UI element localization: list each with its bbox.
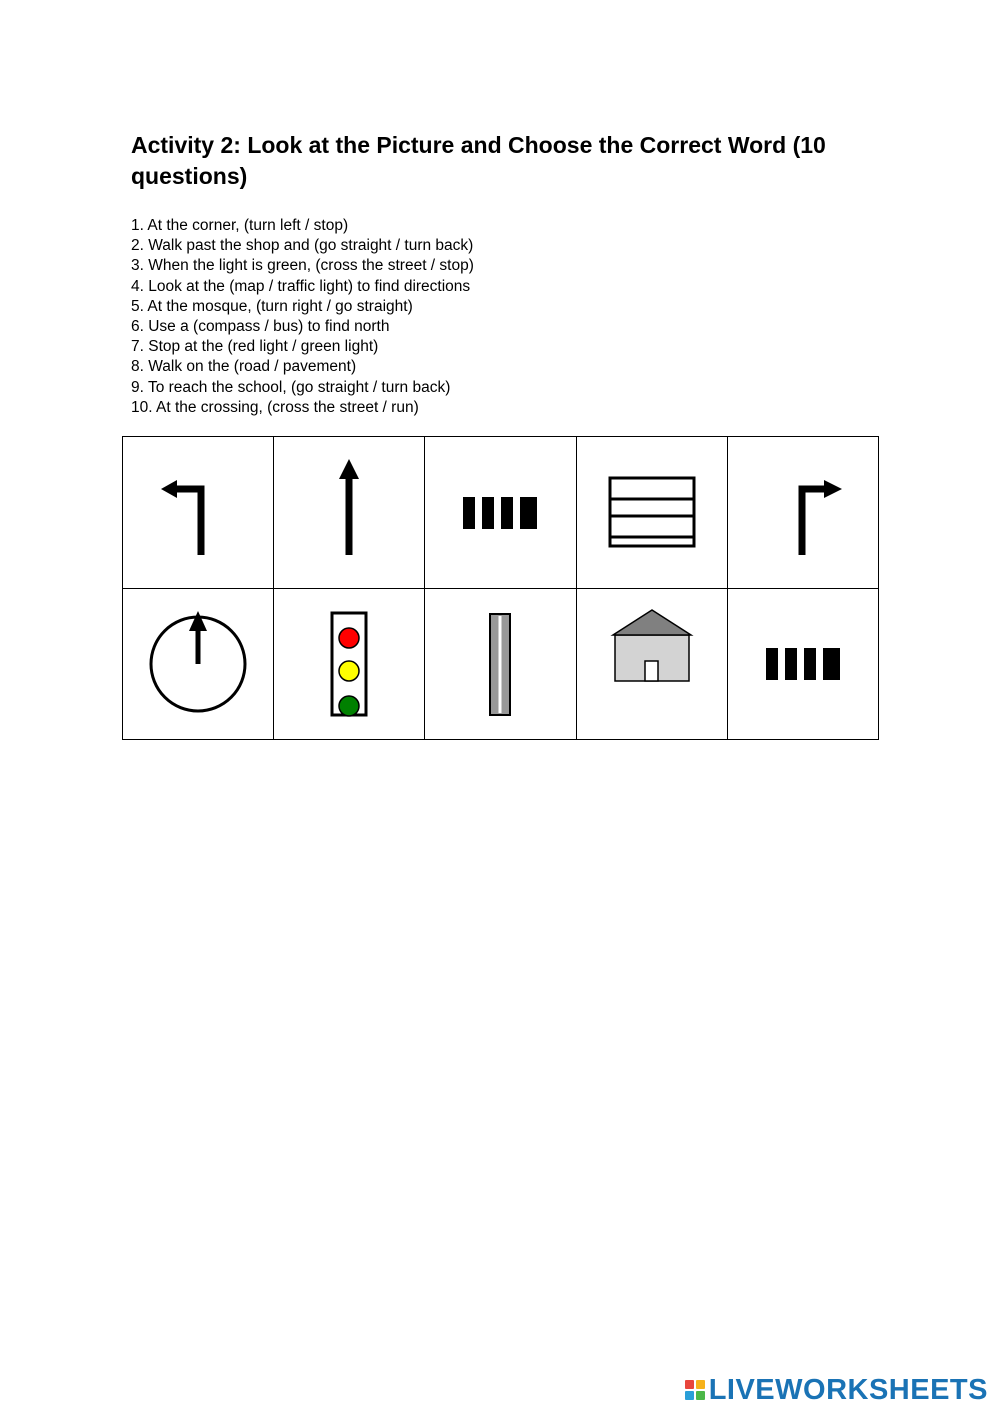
red-light [339,628,359,648]
picture-cell-10 [728,589,879,741]
question-list [131,216,474,418]
turn-left-arrow-icon [123,437,273,587]
house-icon [577,589,727,739]
compass-icon [123,589,273,739]
picture-cell-5 [728,437,879,589]
question-item: 1. At the corner, (turn left / stop) [131,217,349,234]
question-item: 9. To reach the school, (go straight / turn back) [131,378,451,396]
question-item: 8. Walk on the (road / pavement) [131,358,357,376]
picture-cell-7 [274,589,425,741]
picture-cell-9 [577,589,728,741]
picture-grid [122,436,879,740]
picture-cell-1 [123,437,274,589]
turn-right-arrow-icon [728,437,878,587]
question-item: 5. At the mosque, (turn right / go straight) [131,297,413,315]
question-item: 6. Use a (compass / bus) to find north [131,318,390,336]
liveworksheets-logo [685,1372,988,1408]
crossing-stripes-icon [425,437,575,587]
picture-cell-3 [425,437,576,589]
question-item: 4. Look at the (map / traffic light) to find directions [131,277,471,295]
activity-title: Activity 2: Look at the Picture and Choose the Correct Word (10 questions) [131,132,826,189]
question-item: 10. At the crossing, (cross the street / run) [131,398,419,416]
question-item: 2. Walk past the shop and (go straight / turn back) [131,237,474,255]
picture-cell-8 [425,589,576,741]
picture-cell-6 [123,589,274,741]
map-icon [577,437,727,587]
yellow-light [339,661,359,681]
logo-mark-icon [685,1380,705,1400]
green-light [339,696,359,716]
picture-cell-2 [274,437,425,589]
question-item: 7. Stop at the (red light / green light) [131,338,379,356]
question-item: 3. When the light is green, (cross the street / stop) [131,257,474,275]
traffic-light-icon [274,589,424,739]
straight-arrow-icon [274,437,424,587]
crossing-stripes-icon [728,589,878,739]
road-icon [425,589,575,739]
logo-text: LIVEWORKSHEETS [708,1373,988,1406]
picture-cell-4 [577,437,728,589]
